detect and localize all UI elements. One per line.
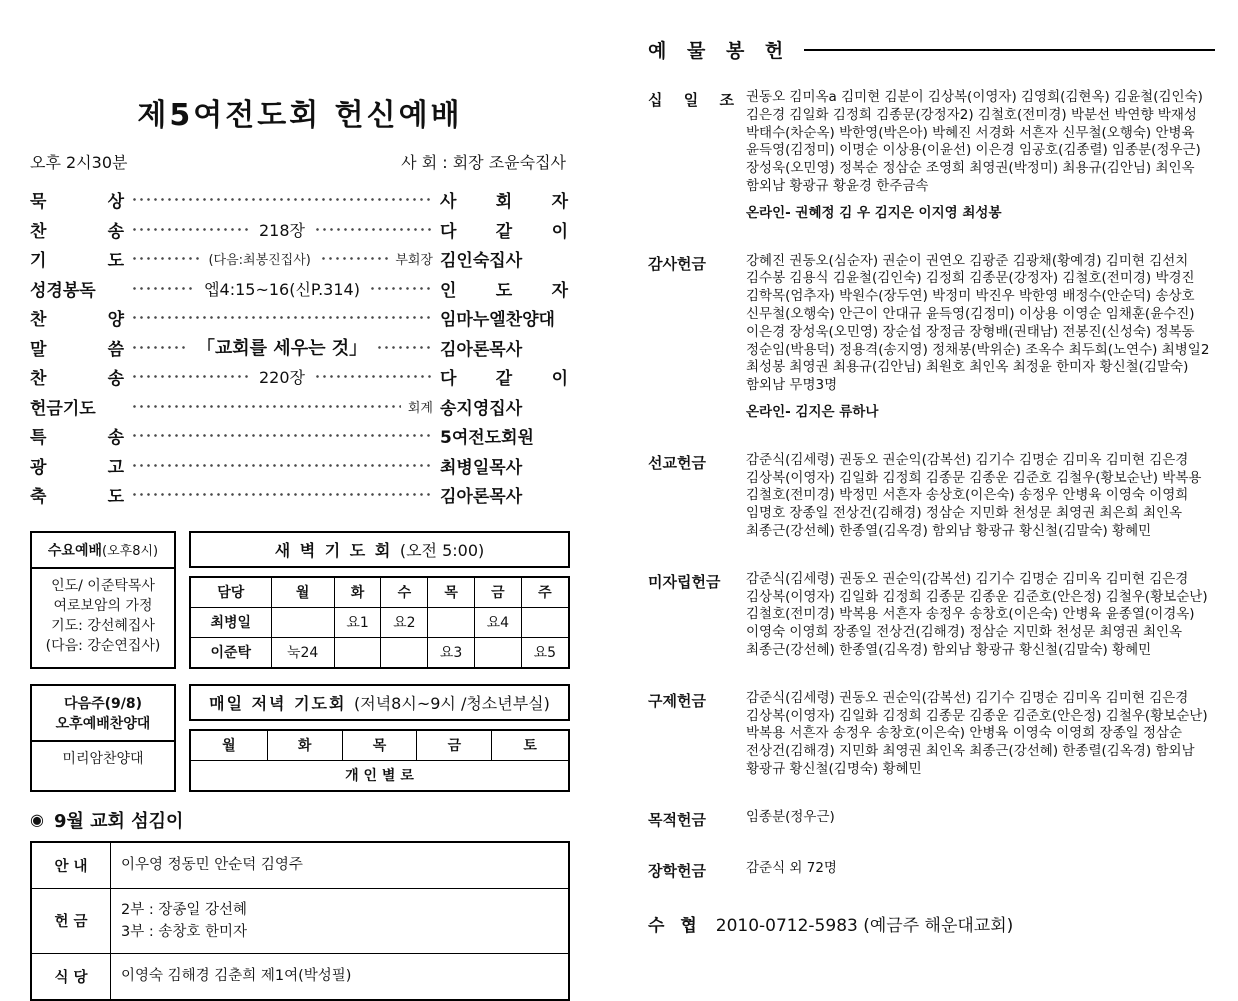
offering-online-line: 온라인- 권혜정 김 우 김지은 이지영 최성봉 bbox=[746, 204, 1002, 221]
offering-names-line: 김상복(이영자) 김일화 김정희 김종문 김종운 김준호(안은정) 김철우(황보순난) bbox=[746, 707, 1208, 724]
dotted-leader bbox=[131, 255, 199, 262]
serving-names bbox=[111, 888, 570, 953]
order-item-person: 다 같 이 bbox=[440, 369, 568, 390]
offering-names-line: 함외남 황광규 황윤경 한주금속 bbox=[746, 177, 929, 194]
offering-names-line: 최성봉 최영권 최용규(김안님) 최원호 최인옥 최정윤 한미자 황신철(김말숙) bbox=[746, 359, 1189, 376]
dawn-table-cell: 요3 bbox=[428, 637, 475, 668]
serving-names-line: 3부 : 송창호 한미자 bbox=[121, 923, 247, 940]
dotted-leader bbox=[131, 462, 433, 469]
offering-names-line: 감준식(김세령) 권동오 권순익(감복선) 김기수 김명순 김미옥 김미현 김은경 bbox=[746, 570, 1189, 587]
dawn-prayer-section bbox=[189, 531, 570, 669]
order-item-note: 회계 bbox=[407, 400, 433, 416]
offering-section bbox=[648, 809, 1215, 830]
order-item-middle: 엡4:15~16(신P.314) bbox=[204, 279, 360, 299]
order-row bbox=[30, 185, 568, 215]
offering-section-label: 장학헌금 bbox=[648, 861, 706, 880]
offering-section-body bbox=[746, 860, 1215, 881]
dotted-leader bbox=[131, 226, 250, 233]
offering-names-line: 김학목(엄추자) 박원수(장두연) 박정미 박진우 박한영 배정수(안순덕) 송상호 bbox=[746, 288, 1195, 305]
wednesday-service-title: 수요예배(오후8시) bbox=[32, 533, 174, 569]
order-item-label: 찬 송 bbox=[30, 221, 124, 242]
order-item-person: 5여전도회원 bbox=[440, 428, 534, 449]
serving-heading bbox=[30, 807, 570, 833]
wednesday-service-line: 기도: 강선혜집사 bbox=[51, 617, 155, 634]
service-time: 오후 2시30분 bbox=[30, 153, 128, 172]
dotted-leader bbox=[131, 314, 433, 321]
dawn-table-cell: 요1 bbox=[334, 607, 381, 637]
evening-table-header-cell: 토 bbox=[492, 730, 569, 761]
dawn-table-cell bbox=[334, 637, 381, 668]
worship-order bbox=[30, 185, 570, 510]
order-item-label: 묵 상 bbox=[30, 192, 124, 213]
offering-names-line: 전상건(김해경) 지민화 최영권 최인옥 최종근(강선혜) 한종렬(김옥경) 함외남 bbox=[746, 743, 1195, 760]
offering-header bbox=[648, 36, 1215, 63]
offering-section-body bbox=[746, 571, 1215, 660]
dawn-prayer-table bbox=[189, 576, 570, 669]
dawn-table-cell bbox=[428, 607, 475, 637]
evening-table-header-row bbox=[190, 730, 569, 761]
order-item-label: 성경봉독 bbox=[30, 280, 96, 301]
serving-names-line: 이우영 정동민 안순덕 김영주 bbox=[121, 857, 303, 873]
dotted-leader bbox=[131, 196, 433, 203]
dawn-table-cell bbox=[474, 637, 521, 668]
order-item-middle: 「교회를 세우는 것」 bbox=[196, 338, 368, 360]
next-week-choir-box bbox=[30, 684, 176, 792]
offering-online-line: 온라인- 김지은 류하나 bbox=[746, 403, 879, 420]
order-item-note: 부회장 bbox=[395, 253, 433, 269]
evening-prayer-section bbox=[189, 684, 570, 792]
order-item-person: 인 도 자 bbox=[440, 280, 568, 301]
evening-table-span-row bbox=[190, 760, 569, 791]
order-item-person: 다 같 이 bbox=[440, 221, 568, 242]
dotted-leader bbox=[314, 373, 433, 380]
dotted-leader bbox=[131, 432, 433, 439]
dawn-table-header-cell: 금 bbox=[474, 577, 521, 608]
service-moderator: 사 회 : 회장 조윤숙집사 bbox=[401, 153, 566, 172]
offering-sections bbox=[648, 89, 1215, 881]
dawn-table-row bbox=[190, 637, 569, 668]
dawn-prayer-row bbox=[30, 531, 570, 669]
page-title: 제5여전도회 헌신예배 bbox=[137, 98, 463, 133]
order-row bbox=[30, 333, 568, 363]
bank-account-row bbox=[648, 911, 1215, 936]
offering-names-line: 정순임(박용덕) 정용격(송지영) 정채봉(박위순) 조옥수 최두희(노연수) 최병일2 bbox=[746, 341, 1210, 358]
wednesday-service-line: (다음: 강순연집사) bbox=[45, 637, 161, 654]
next-week-choir-title bbox=[32, 686, 174, 742]
dawn-table-cell bbox=[521, 607, 569, 637]
order-item-person: 김아론목사 bbox=[440, 487, 523, 508]
offering-section-label: 구제헌금 bbox=[648, 691, 706, 710]
offering-section-label: 목적헌금 bbox=[648, 810, 706, 829]
bank-account-number: 2010-0712-5983 (예금주 해운대교회) bbox=[715, 915, 1014, 936]
offering-names-line: 감준식(김세령) 권동오 권순익(감복선) 김기수 김명순 김미옥 김미현 김은경 bbox=[746, 689, 1189, 706]
order-row bbox=[30, 421, 568, 451]
next-week-choir-line: 다음주(9/8) bbox=[64, 695, 142, 712]
offering-names-line: 최종근(강선혜) 한종열(김옥경) 함외남 황광규 황신철(김말숙) 황혜민 bbox=[746, 641, 1152, 658]
order-item-label: 헌금기도 bbox=[30, 398, 96, 419]
order-item-label: 광 고 bbox=[30, 457, 124, 478]
dotted-leader bbox=[131, 344, 188, 351]
dawn-table-cell: 눅24 bbox=[271, 637, 334, 668]
serving-row bbox=[31, 953, 569, 1000]
dotted-leader bbox=[131, 403, 401, 410]
order-row bbox=[30, 392, 568, 422]
offering-section-label: 십 일 조 bbox=[648, 91, 734, 109]
next-week-choir-body: 미리암찬양대 bbox=[62, 750, 144, 767]
serving-names bbox=[111, 953, 570, 1000]
evening-prayer-row bbox=[30, 684, 570, 792]
offering-names-line: 김상복(이영자) 김일화 김정희 김종문 김종운 김준호(안은정) 김철우(황보순난) bbox=[746, 588, 1208, 605]
dawn-table-cell: 요4 bbox=[474, 607, 521, 637]
serving-heading-text: 9월 교회 섬김이 bbox=[53, 810, 184, 832]
dawn-table-header-cell: 월 bbox=[271, 577, 334, 608]
dotted-leader bbox=[131, 491, 433, 498]
offering-section-body bbox=[746, 253, 1215, 422]
dawn-prayer-title: 새 벽 기 도 회 (오전 5:00) bbox=[189, 531, 570, 568]
service-info-row bbox=[30, 150, 570, 173]
bulletin-left-page bbox=[30, 0, 570, 1001]
dawn-table-row bbox=[190, 607, 569, 637]
bulletin-right-page bbox=[648, 0, 1215, 936]
offering-section bbox=[648, 690, 1215, 779]
wednesday-service-body bbox=[32, 569, 174, 663]
offering-names-line: 박복용 서흔자 송정우 송창호(이은숙) 안병육 이영숙 이영희 장종일 정삼순 bbox=[746, 725, 1183, 742]
offering-names-line: 장성욱(오민영) 정복순 정삼순 조영희 최영권(박정미) 최용규(김안님) 최인옥 bbox=[746, 160, 1195, 177]
order-row bbox=[30, 480, 568, 510]
dawn-table-header-row bbox=[190, 577, 569, 608]
order-item-person: 송지영집사 bbox=[440, 398, 523, 419]
order-item-person: 김인숙집사 bbox=[440, 251, 523, 272]
order-item-middle: (다음:최봉진집사) bbox=[208, 253, 311, 269]
offering-section-body bbox=[746, 452, 1215, 541]
dawn-table-cell bbox=[271, 607, 334, 637]
dotted-leader bbox=[369, 285, 433, 292]
dotted-leader bbox=[131, 285, 195, 292]
order-row bbox=[30, 303, 568, 333]
offering-names-line: 김상복(이영자) 김일화 김정희 김종문 김종운 김준호 김철우(황보순난) 박복용 bbox=[746, 469, 1202, 486]
dotted-leader bbox=[320, 255, 388, 262]
order-row bbox=[30, 451, 568, 481]
dawn-table-header-cell: 목 bbox=[428, 577, 475, 608]
wednesday-service-line: 여로보암의 가정 bbox=[53, 597, 153, 614]
order-item-person: 김아론목사 bbox=[440, 339, 523, 360]
order-item-label: 축 도 bbox=[30, 487, 124, 508]
dotted-leader bbox=[314, 226, 433, 233]
offering-names-line: 강혜진 권동오(심순자) 권순이 권연오 김광준 김광채(황예경) 김미현 김선치 bbox=[746, 252, 1189, 269]
offering-section bbox=[648, 860, 1215, 881]
serving-row bbox=[31, 842, 569, 889]
offering-names-line: 이은경 장성욱(오민영) 장순섭 장정금 장형배(권태남) 전봉진(신성숙) 정복동 bbox=[746, 323, 1195, 340]
serving-table bbox=[30, 841, 570, 1001]
offering-names-line: 김은경 김일화 김정희 김종문(강정자2) 김철호(전미경) 박분선 박연향 박재성 bbox=[746, 106, 1197, 123]
fisheye-bullet-icon: ◉ bbox=[30, 810, 44, 829]
serving-role: 안 내 bbox=[31, 842, 111, 889]
offering-section bbox=[648, 452, 1215, 541]
dotted-leader bbox=[376, 344, 433, 351]
offering-names-line: 황광규 황신철(김명숙) 황혜민 bbox=[746, 760, 922, 777]
serving-row bbox=[31, 888, 569, 953]
dawn-table-header-cell: 주 bbox=[521, 577, 569, 608]
dawn-table-cell: 최병일 bbox=[190, 607, 271, 637]
offering-names-line: 임종분(정우근) bbox=[746, 808, 835, 825]
offering-names-line: 권동오 김미옥a 김미현 김분이 김상복(이영자) 김영희(김현옥) 김윤철(김인숙) bbox=[746, 89, 1203, 105]
offering-section-body bbox=[746, 690, 1215, 779]
offering-section-label: 선교헌금 bbox=[648, 453, 706, 472]
serving-names bbox=[111, 842, 570, 889]
bank-name: 수 협 bbox=[648, 915, 702, 936]
order-row bbox=[30, 362, 568, 392]
order-row bbox=[30, 274, 568, 304]
offering-names-line: 김수봉 김용식 김윤철(김인숙) 김정희 김종문(강정자) 김철호(전미경) 박경진 bbox=[746, 270, 1195, 287]
order-row bbox=[30, 244, 568, 274]
dawn-table-cell bbox=[381, 637, 428, 668]
order-item-person: 임마누엘찬양대 bbox=[440, 310, 555, 331]
serving-names-line: 이영숙 김해경 김춘희 제1여(박성필) bbox=[121, 968, 352, 984]
offering-names-line: 감준식(김세령) 권동오 권순익(감복선) 김기수 김명순 김미옥 김미현 김은경 bbox=[746, 451, 1189, 468]
offering-section-body bbox=[746, 89, 1215, 223]
order-item-label: 특 송 bbox=[30, 428, 124, 449]
evening-table-header-cell: 월 bbox=[190, 730, 267, 761]
dotted-leader bbox=[131, 373, 250, 380]
evening-table-header-cell: 화 bbox=[267, 730, 342, 761]
order-item-label: 기 도 bbox=[30, 251, 124, 272]
offering-names-line: 최종근(강선혜) 한종열(김옥경) 함외남 황광규 황신철(김말숙) 황혜민 bbox=[746, 522, 1152, 539]
evening-prayer-table bbox=[189, 729, 570, 792]
offering-names-line: 이영숙 이영희 장종일 전상건(김해경) 정삼순 지민화 천성문 최영권 최인옥 bbox=[746, 624, 1183, 641]
order-item-person: 사 회 자 bbox=[440, 192, 568, 213]
wednesday-service-line: 인도/ 이준탁목사 bbox=[51, 577, 155, 594]
order-item-middle: 220장 bbox=[259, 368, 305, 388]
evening-table-header-cell: 목 bbox=[342, 730, 417, 761]
order-item-label: 찬 송 bbox=[30, 369, 124, 390]
dawn-table-cell: 이준탁 bbox=[190, 637, 271, 668]
offering-section bbox=[648, 89, 1215, 223]
offering-section-label: 감사헌금 bbox=[648, 254, 706, 273]
order-row bbox=[30, 215, 568, 245]
order-item-label: 찬 양 bbox=[30, 310, 124, 331]
dawn-table-header-cell: 담당 bbox=[190, 577, 271, 608]
offering-names-line: 윤득영(김정미) 이명순 이상용(이윤선) 이은경 임공호(김종렬) 임종분(정우근) bbox=[746, 142, 1201, 159]
dawn-table-cell: 요5 bbox=[521, 637, 569, 668]
offering-section bbox=[648, 571, 1215, 660]
serving-role: 식 당 bbox=[31, 953, 111, 1000]
order-item-label: 말 씀 bbox=[30, 339, 124, 360]
offering-names-line: 함외남 무명3명 bbox=[746, 377, 838, 394]
offering-names-line: 김철호(전미경) 박복용 서흔자 송정우 송창호(이은숙) 안병육 윤종열(이경옥) bbox=[746, 606, 1195, 623]
order-item-person: 최병일목사 bbox=[440, 457, 523, 478]
dawn-table-cell: 요2 bbox=[381, 607, 428, 637]
next-week-choir-line: 오후예배찬양대 bbox=[55, 715, 151, 732]
offering-names-line: 김철호(전미경) 박정민 서흔자 송상호(이은숙) 송정우 안병육 이영숙 이영희 bbox=[746, 487, 1189, 504]
offering-section-body bbox=[746, 809, 1215, 830]
offering-header-rule bbox=[804, 49, 1215, 51]
evening-table-span-cell: 개 인 별 로 bbox=[190, 760, 569, 791]
offering-header-text: 예 물 봉 헌 bbox=[648, 40, 791, 62]
serving-role: 헌 금 bbox=[31, 888, 111, 953]
offering-names-line: 박태수(차순옥) 박한영(박은아) 박혜진 서경화 서흔자 신무철(오행숙) 안병육 bbox=[746, 124, 1195, 141]
dawn-table-header-cell: 수 bbox=[381, 577, 428, 608]
dawn-table-header-cell: 화 bbox=[334, 577, 381, 608]
offering-names-line: 감준식 외 72명 bbox=[746, 859, 837, 876]
offering-names-line: 임명호 장종일 전상건(김해경) 정삼순 지민화 천성문 최영권 최은희 최인옥 bbox=[746, 505, 1183, 522]
serving-names-line: 2부 : 장종일 강선혜 bbox=[121, 901, 247, 918]
order-item-middle: 218장 bbox=[259, 220, 305, 240]
offering-names-line: 신무철(오행숙) 안근이 안대규 윤득영(김정미) 이상용 이영순 임채훈(윤수진) bbox=[746, 305, 1195, 322]
evening-table-header-cell: 금 bbox=[417, 730, 492, 761]
wednesday-service-box bbox=[30, 531, 176, 669]
offering-section-label: 미자립헌금 bbox=[648, 572, 721, 591]
evening-prayer-title: 매일 저녁 기도회 (저녁8시~9시 /청소년부실) bbox=[189, 684, 570, 721]
offering-section bbox=[648, 253, 1215, 422]
